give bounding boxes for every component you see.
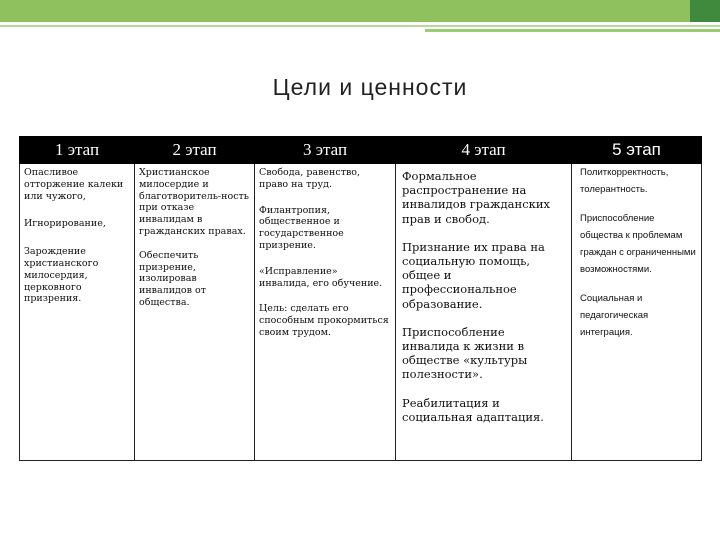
stage-2-cell [135, 164, 255, 461]
top-bar-line [0, 25, 720, 27]
stage-1-item: Зарождение христианского милосердия, церковного призрения. [24, 246, 99, 305]
stage-1-item: Игнорирование, [24, 218, 106, 230]
stage-3-item: «Исправление» инвалида, его обучение. [259, 265, 383, 289]
top-bar-light [0, 0, 690, 22]
stage-4-item: Приспособление инвалида к жизни в обществе «культуры полезности». [402, 324, 528, 382]
stage-4-item: Реабилитация и социальная адаптация. [402, 395, 544, 424]
stage-5-item: Социальная и педагогическая интеграция. [580, 293, 649, 338]
header-stage-3: 3 этап [255, 137, 396, 164]
stage-2-item: Христианское милосердие и благотворитель-ность при отказе инвалидам в гражданских правах. [139, 167, 249, 237]
stage-5-item: Приспособление общества к проблемам граждан с ограниченными возможностями. [580, 213, 696, 275]
header-stage-4: 4 этап [396, 137, 572, 164]
stage-5-item: Политкорректность, толерантность. [580, 167, 669, 195]
top-decor-bar [0, 0, 720, 32]
content-row [20, 164, 702, 461]
stage-4-item: Формальное распространение на инвалидов гражданских прав и свобод. [402, 169, 550, 226]
stage-3-item: Цель: сделать его способным прокормиться своим трудом. [259, 303, 389, 338]
stage-1-cell [20, 164, 135, 461]
header-stage-5: 5 этап [572, 137, 702, 164]
stage-2-item: Обеспечить призрение, изолировав инвалидов от общества. [139, 249, 206, 308]
header-stage-2: 2 этап [135, 137, 255, 164]
stage-4-item: Признание их права на социальную помощь, общее и профессиональное образование. [402, 239, 545, 311]
stages-table [19, 136, 702, 461]
stage-5-cell [572, 164, 702, 461]
stage-3-item: Свобода, равенство, право на труд. [259, 167, 361, 190]
stage-1-item: Опасливое отторжение калеки или чужого, [24, 167, 124, 202]
top-bar-accent-line [425, 29, 720, 32]
stage-4-cell [396, 164, 572, 461]
header-row [20, 137, 702, 164]
stage-3-cell [255, 164, 396, 461]
stage-3-item: Филантропия, общественное и государственное призрение. [259, 204, 344, 251]
slide-title: Цели и ценности [272, 74, 468, 100]
header-stage-1: 1 этап [20, 137, 135, 164]
top-bar-dark [690, 0, 720, 22]
